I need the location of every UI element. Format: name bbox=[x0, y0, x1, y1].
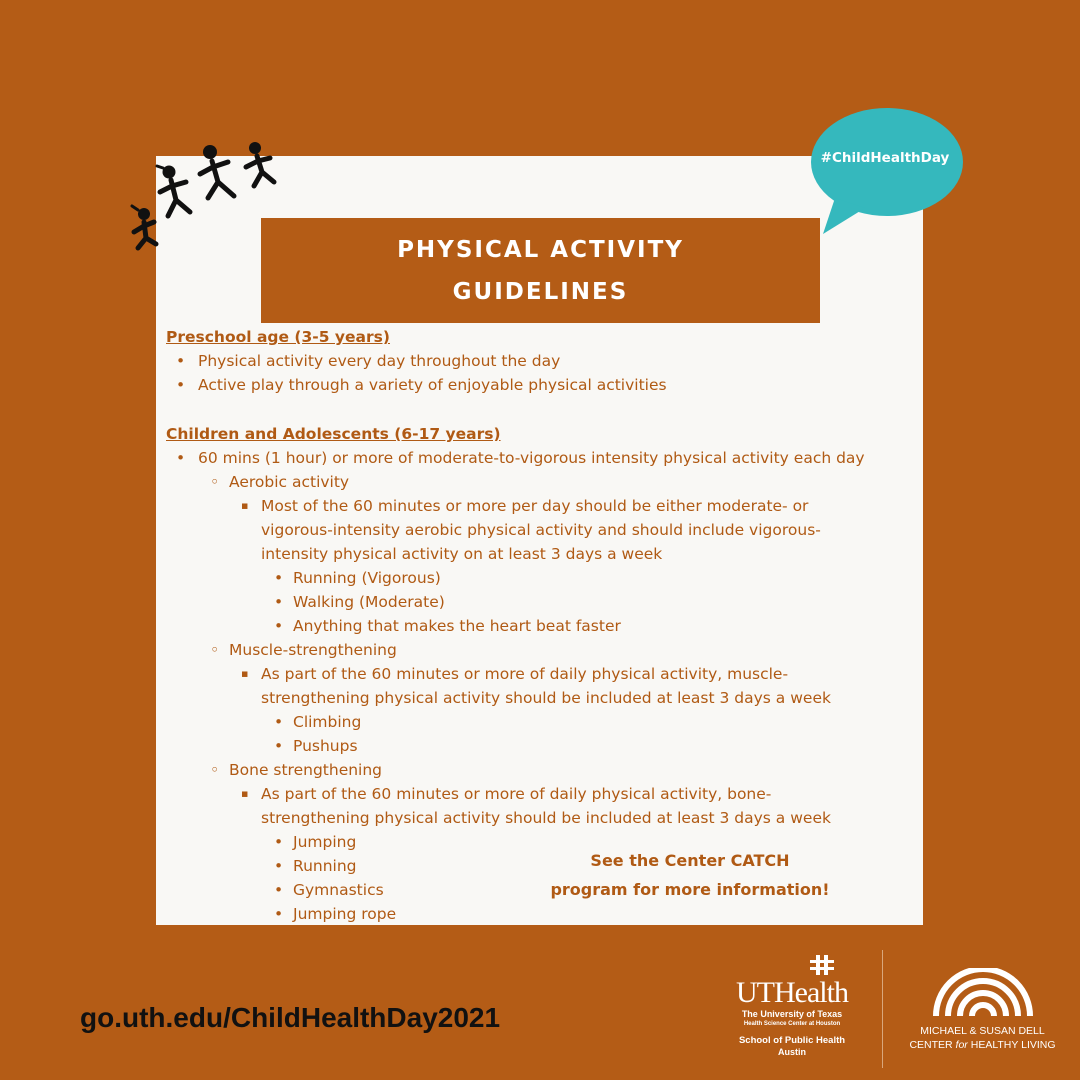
bone-detail: strengthening physical activity should be included at least 3 days a week bbox=[261, 809, 831, 827]
aerobic-example: Running (Vigorous) bbox=[293, 569, 441, 587]
aerobic-example: Anything that makes the heart beat faster bbox=[293, 617, 621, 635]
children-heading: Children and Adolescents (6-17 years) bbox=[166, 425, 501, 443]
bullet-icon: • bbox=[274, 857, 284, 875]
catch-line-1: See the Center CATCH bbox=[590, 851, 790, 870]
bullet-icon: • bbox=[274, 881, 284, 899]
bullet-icon: • bbox=[274, 617, 284, 635]
circle-bullet-icon: ◦ bbox=[210, 761, 220, 779]
title-line-1: PHYSICAL ACTIVITY bbox=[397, 236, 684, 263]
aerobic-example: Walking (Moderate) bbox=[293, 593, 445, 611]
uthealth-emblem-icon bbox=[808, 953, 838, 977]
page-title bbox=[261, 218, 820, 323]
bullet-icon: • bbox=[274, 737, 284, 755]
uthealth-school: School of Public Health bbox=[738, 1035, 846, 1046]
muscle-example: Pushups bbox=[293, 737, 358, 755]
uthealth-brand: UTHealth bbox=[736, 976, 848, 1009]
bullet-icon: • bbox=[176, 376, 186, 394]
title-line-2: GUIDELINES bbox=[452, 278, 629, 305]
catch-line-2: program for more information! bbox=[550, 880, 830, 899]
muscle-detail: strengthening physical activity should be included at least 3 days a week bbox=[261, 689, 831, 707]
bullet-icon: • bbox=[274, 833, 284, 851]
bone-label: Bone strengthening bbox=[229, 761, 383, 779]
dell-center-word: CENTER bbox=[909, 1039, 956, 1051]
campaign-url[interactable]: go.uth.edu/ChildHealthDay2021 bbox=[80, 1002, 501, 1033]
muscle-detail: As part of the 60 minutes or more of daily physical activity, muscle- bbox=[261, 665, 789, 683]
speech-bubble-icon bbox=[805, 108, 965, 238]
bone-detail: As part of the 60 minutes or more of daily physical activity, bone- bbox=[261, 785, 772, 803]
bone-example: Running bbox=[293, 857, 357, 875]
rainbow-arch-icon bbox=[928, 968, 1038, 1018]
hashtag-label: #ChildHealthDay bbox=[820, 150, 950, 166]
circle-bullet-icon: ◦ bbox=[210, 473, 220, 491]
circle-bullet-icon: ◦ bbox=[210, 641, 220, 659]
preschool-item: Physical activity every day throughout the day bbox=[198, 352, 561, 370]
dell-center bbox=[900, 1038, 1065, 1052]
bullet-icon: • bbox=[176, 352, 186, 370]
bone-example: Gymnastics bbox=[293, 881, 384, 899]
uthealth-university: The University of Texas bbox=[741, 1009, 843, 1019]
bullet-icon: • bbox=[176, 449, 186, 467]
aerobic-detail: intensity physical activity on at least 3 days a week bbox=[261, 545, 663, 563]
catch-program-note bbox=[530, 846, 850, 904]
uthealth-center: Health Science Center at Houston bbox=[743, 1021, 841, 1027]
square-bullet-icon: ▪ bbox=[241, 667, 249, 680]
dell-center-logo bbox=[900, 968, 1065, 1052]
square-bullet-icon: ▪ bbox=[241, 787, 249, 800]
muscle-label: Muscle-strengthening bbox=[229, 641, 397, 659]
preschool-heading: Preschool age (3-5 years) bbox=[166, 328, 390, 346]
dell-for-word: for bbox=[955, 1039, 968, 1051]
aerobic-label: Aerobic activity bbox=[229, 473, 350, 491]
bullet-icon: • bbox=[274, 569, 284, 587]
aerobic-detail: Most of the 60 minutes or more per day should be either moderate- or bbox=[261, 497, 809, 515]
uthealth-campus: Austin bbox=[778, 1047, 806, 1057]
uthealth-logo bbox=[712, 955, 872, 1058]
bone-example: Jumping bbox=[293, 833, 357, 851]
children-main-item: 60 mins (1 hour) or more of moderate-to-vigorous intensity physical activity each day bbox=[198, 449, 865, 467]
dell-name: MICHAEL & SUSAN DELL bbox=[920, 1025, 1045, 1037]
bullet-icon: • bbox=[274, 905, 284, 923]
bullet-icon: • bbox=[274, 713, 284, 731]
preschool-item: Active play through a variety of enjoyable physical activities bbox=[198, 376, 667, 394]
bullet-icon: • bbox=[274, 593, 284, 611]
aerobic-detail: vigorous-intensity aerobic physical activity and should include vigorous- bbox=[261, 521, 821, 539]
muscle-example: Climbing bbox=[293, 713, 362, 731]
dell-healthy-living: HEALTHY LIVING bbox=[967, 1039, 1056, 1051]
square-bullet-icon: ▪ bbox=[241, 499, 249, 512]
bone-example: Jumping rope bbox=[293, 905, 397, 923]
logo-divider bbox=[882, 950, 883, 1068]
